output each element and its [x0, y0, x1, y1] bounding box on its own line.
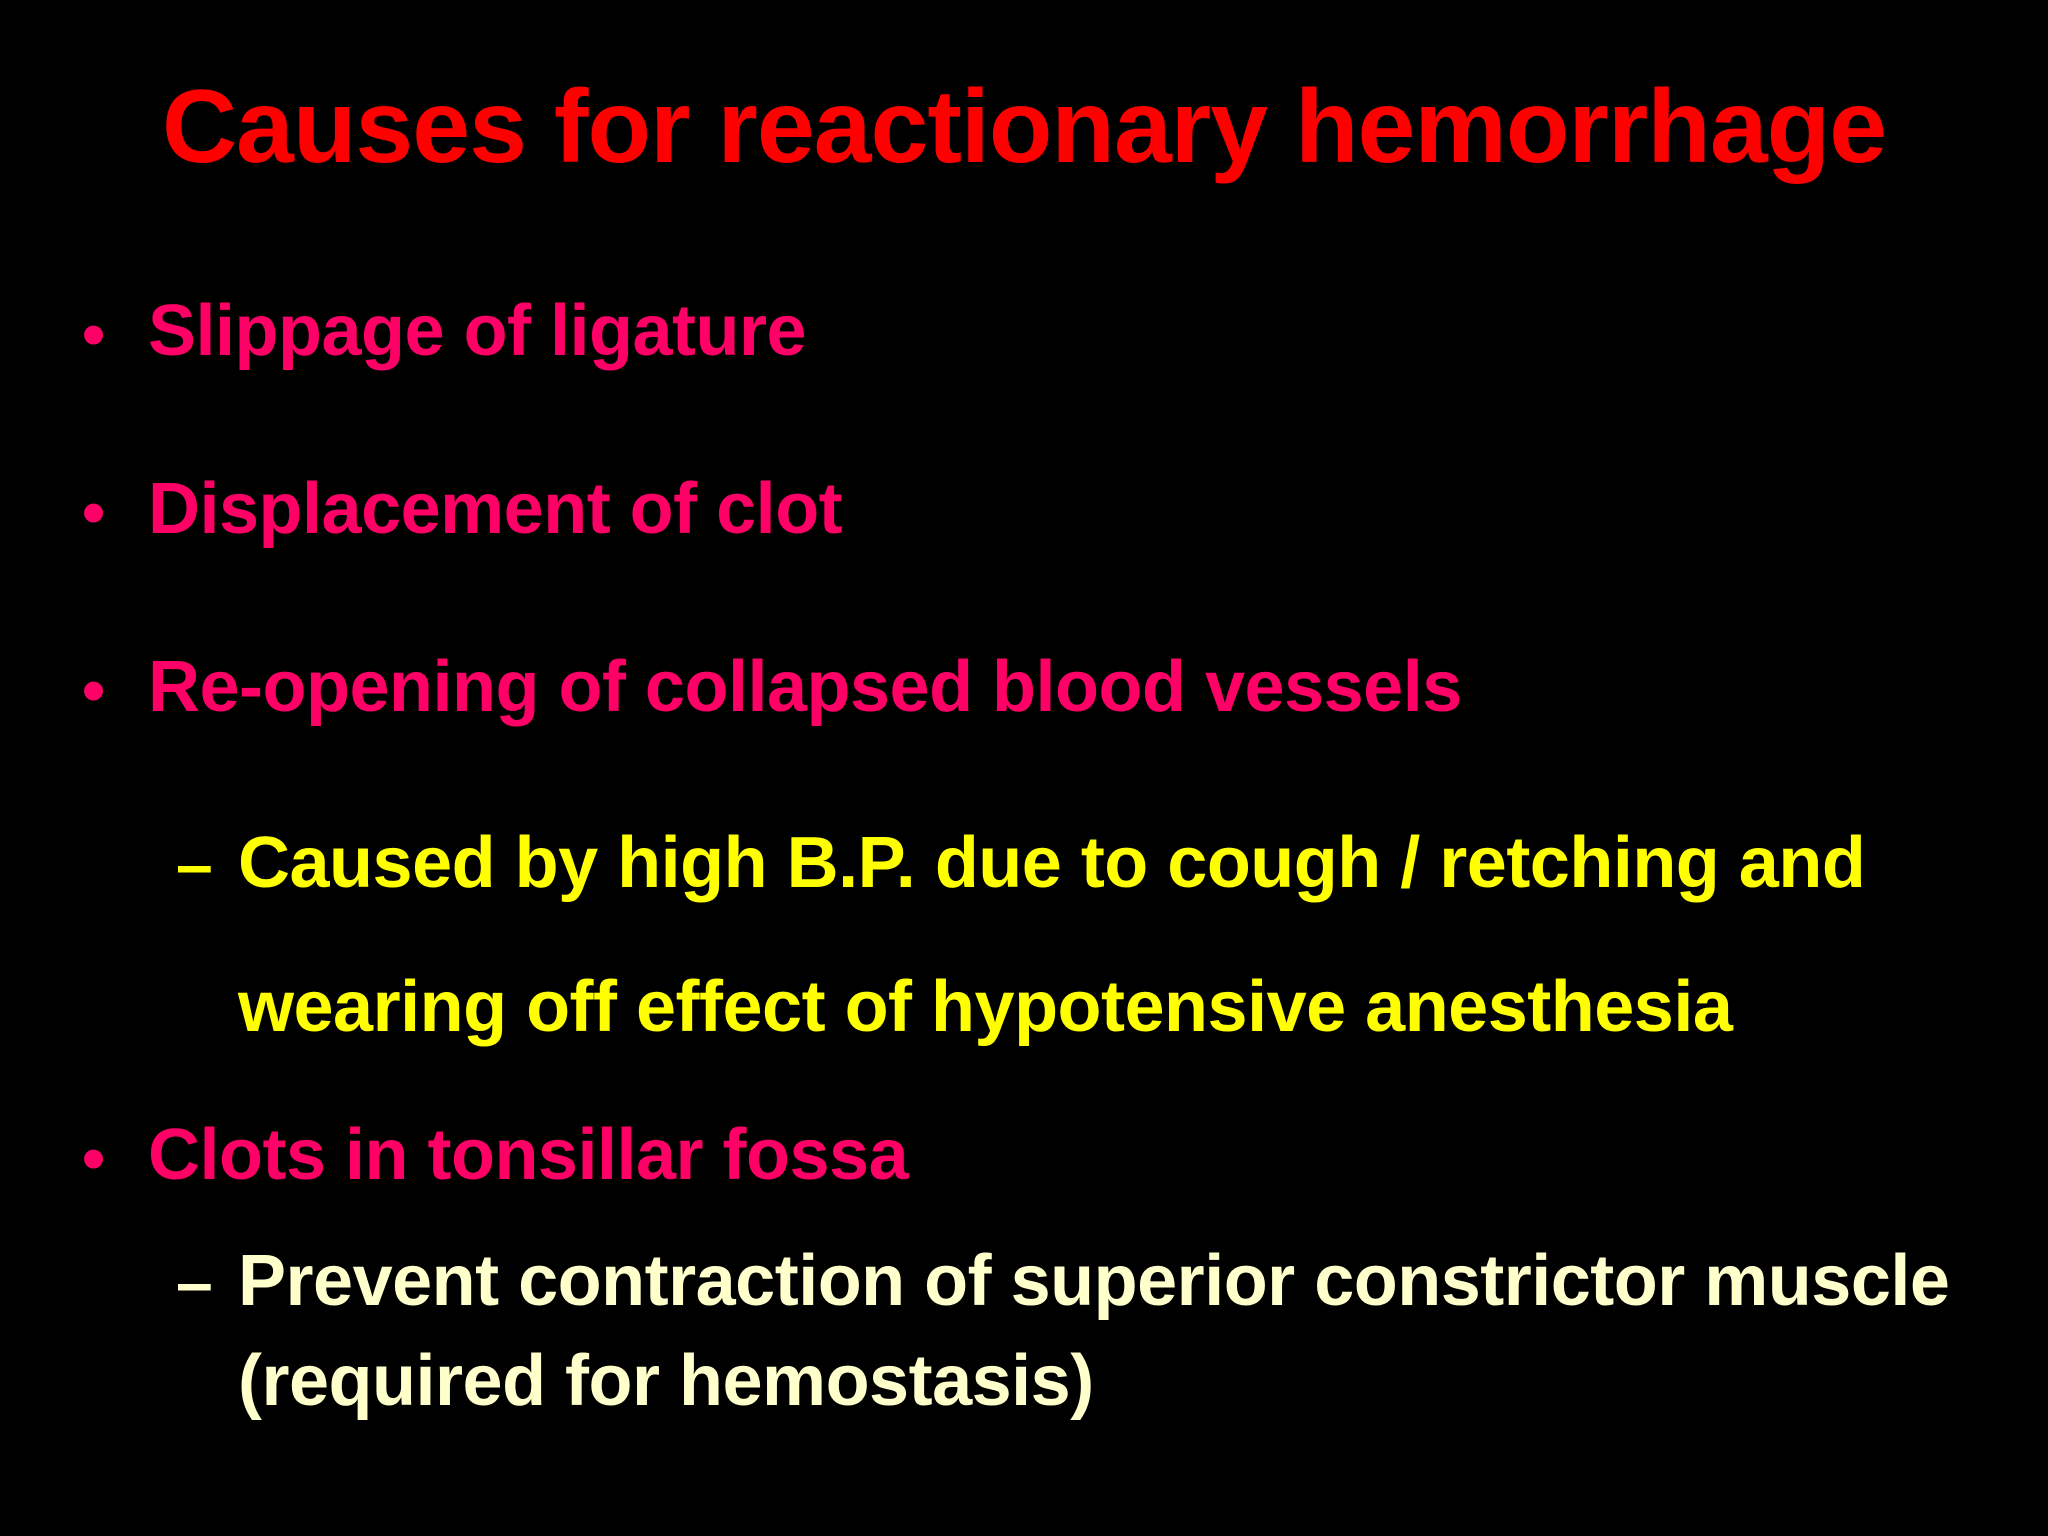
bullet-text: Slippage of ligature — [148, 291, 807, 371]
bullet-text: Re-opening of collapsed blood vessels — [148, 647, 1462, 727]
bullet-icon: • — [82, 1121, 105, 1195]
slide-title: Causes for reactionary hemorrhage — [161, 69, 1887, 185]
dash-icon: – — [176, 1245, 213, 1319]
bullet-icon: • — [82, 475, 105, 549]
bullet-icon: • — [82, 653, 105, 727]
sub-bullet-text-line2: (required for hemostasis) — [238, 1341, 1094, 1421]
sub-bullet-text-line2: wearing off effect of hypotensive anesthesia — [238, 967, 1733, 1047]
sub-bullet-text-line1: Prevent contraction of superior constrictor muscle — [238, 1241, 1950, 1321]
bullet-text: Displacement of clot — [148, 469, 843, 549]
dash-icon: – — [176, 827, 213, 901]
bullet-text: Clots in tonsillar fossa — [148, 1115, 909, 1195]
bullet-icon: • — [82, 297, 105, 371]
sub-bullet-text-line1: Caused by high B.P. due to cough / retching and — [238, 823, 1866, 903]
